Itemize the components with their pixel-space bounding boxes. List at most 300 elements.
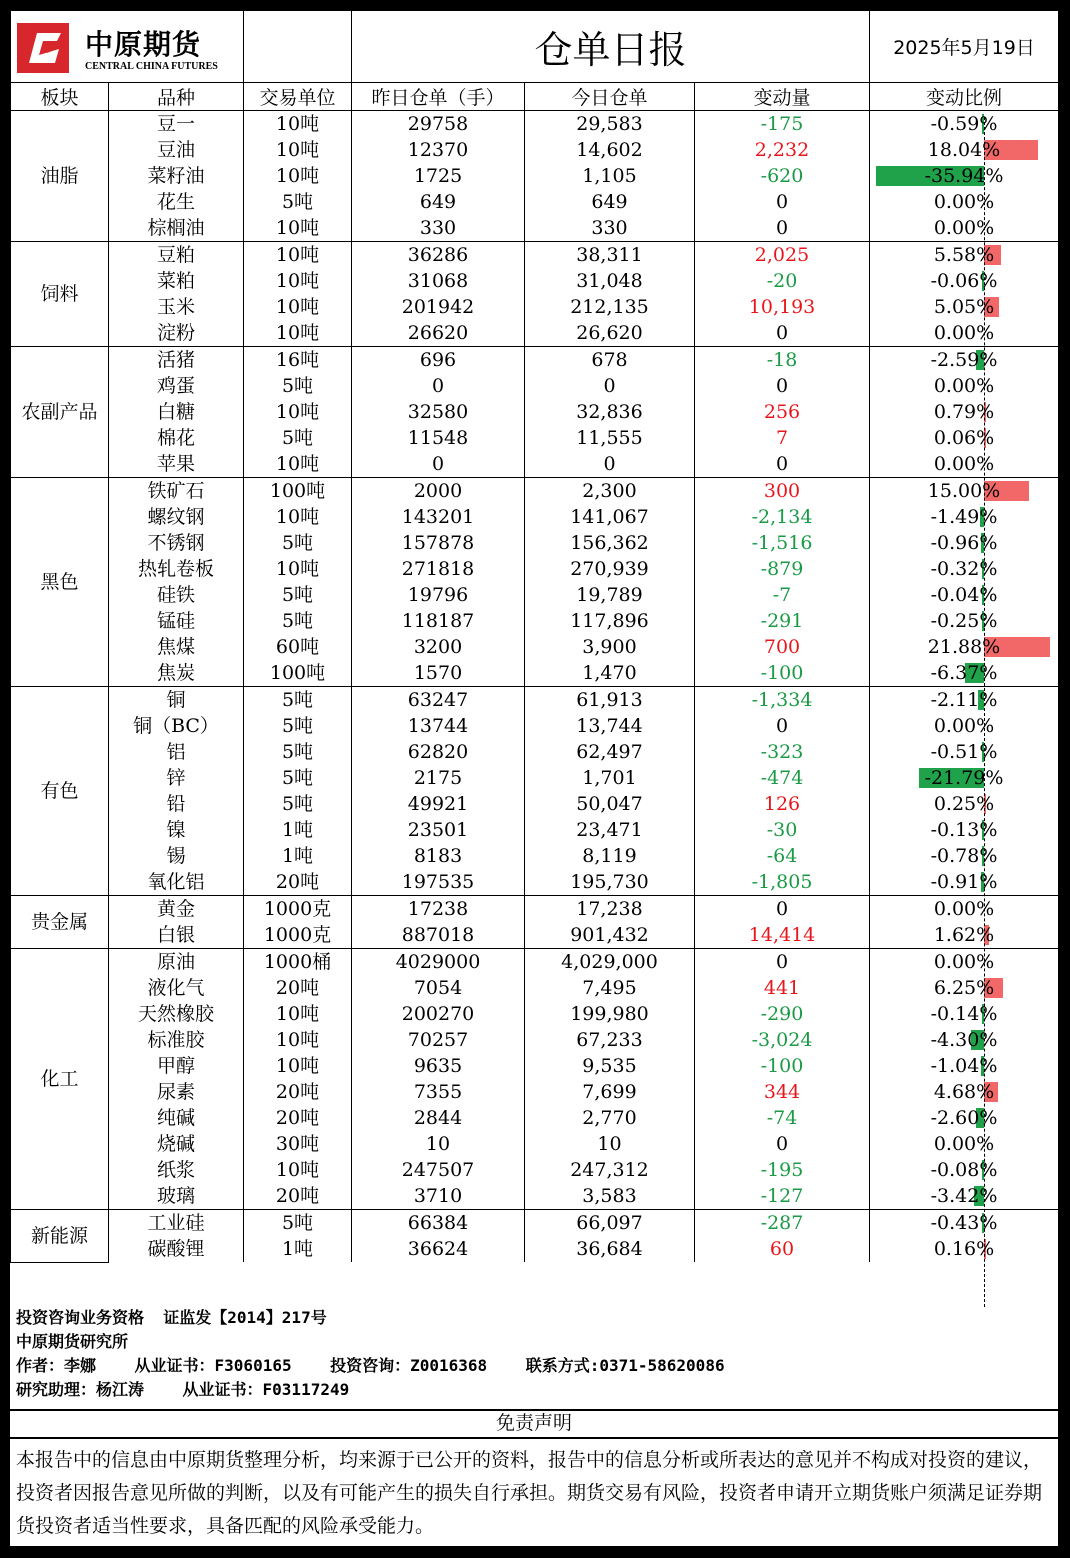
prev-cell: 696 (352, 347, 525, 374)
today-cell: 19,789 (525, 582, 695, 608)
pct-value: 0.25% (933, 793, 995, 815)
prev-cell: 9635 (352, 1053, 525, 1079)
item-cell: 铅 (109, 791, 244, 817)
sector-cell: 贵金属 (11, 896, 109, 949)
change-cell: -290 (695, 1001, 870, 1027)
header-sector: 板块 (11, 83, 109, 111)
table-row (11, 1183, 1059, 1210)
sector-cell: 有色 (11, 687, 109, 896)
table-row (11, 896, 1059, 923)
table-row (11, 791, 1059, 817)
change-cell: 441 (695, 975, 870, 1001)
disclaimer-title: 免责声明 (10, 1409, 1058, 1439)
unit-cell: 1吨 (244, 817, 352, 843)
today-cell: 199,980 (525, 1001, 695, 1027)
item-cell: 不锈钢 (109, 530, 244, 556)
pct-cell (870, 163, 1059, 189)
header-pct: 变动比例 (870, 83, 1059, 111)
prev-cell: 887018 (352, 922, 525, 949)
unit-cell: 10吨 (244, 1053, 352, 1079)
today-cell: 1,701 (525, 765, 695, 791)
unit-cell: 20吨 (244, 869, 352, 896)
today-cell: 3,900 (525, 634, 695, 660)
table-row (11, 922, 1059, 949)
item-cell: 锡 (109, 843, 244, 869)
table-row (11, 1157, 1059, 1183)
today-cell: 38,311 (525, 242, 695, 269)
item-cell: 苹果 (109, 451, 244, 478)
item-cell: 天然橡胶 (109, 1001, 244, 1027)
item-cell: 焦煤 (109, 634, 244, 660)
unit-cell: 10吨 (244, 320, 352, 347)
prev-cell: 2175 (352, 765, 525, 791)
item-cell: 热轧卷板 (109, 556, 244, 582)
pct-cell (870, 791, 1059, 817)
pct-cell (870, 687, 1059, 714)
item-cell: 棉花 (109, 425, 244, 451)
unit-cell: 5吨 (244, 1210, 352, 1237)
unit-cell: 10吨 (244, 137, 352, 163)
change-cell: 126 (695, 791, 870, 817)
item-cell: 菜粕 (109, 268, 244, 294)
today-cell: 212,135 (525, 294, 695, 320)
change-cell: 256 (695, 399, 870, 425)
table-row (11, 687, 1059, 714)
pct-value: 1.62% (933, 924, 995, 946)
item-cell: 原油 (109, 949, 244, 976)
unit-cell: 5吨 (244, 582, 352, 608)
item-cell: 工业硅 (109, 1210, 244, 1237)
table-row (11, 608, 1059, 634)
change-cell: -620 (695, 163, 870, 189)
item-cell: 螺纹钢 (109, 504, 244, 530)
change-cell: -127 (695, 1183, 870, 1210)
pct-cell (870, 1183, 1059, 1210)
pct-value: -4.30% (930, 1029, 998, 1051)
change-cell: -3,024 (695, 1027, 870, 1053)
pct-value: -1.49% (930, 506, 998, 528)
today-cell: 678 (525, 347, 695, 374)
prev-cell: 36624 (352, 1236, 525, 1262)
pct-value: 0.00% (933, 715, 995, 737)
change-cell: 10,193 (695, 294, 870, 320)
table-row (11, 478, 1059, 505)
today-cell: 3,583 (525, 1183, 695, 1210)
unit-cell: 5吨 (244, 530, 352, 556)
today-cell: 7,699 (525, 1079, 695, 1105)
table-row (11, 713, 1059, 739)
prev-cell: 7355 (352, 1079, 525, 1105)
pct-value: -2.59% (930, 349, 998, 371)
pct-value: -6.37% (930, 662, 998, 684)
logo-en-text: CENTRAL CHINA FUTURES (85, 61, 218, 72)
prev-cell: 247507 (352, 1157, 525, 1183)
pct-cell (870, 817, 1059, 843)
company-logo (15, 17, 235, 77)
unit-cell: 1吨 (244, 843, 352, 869)
change-cell: -64 (695, 843, 870, 869)
prev-cell: 17238 (352, 896, 525, 923)
today-cell: 0 (525, 373, 695, 399)
institute-line: 中原期货研究所 (16, 1332, 129, 1351)
pct-cell (870, 451, 1059, 478)
table-row (11, 1236, 1059, 1262)
table-row (11, 137, 1059, 163)
table-row (11, 1001, 1059, 1027)
change-cell: -195 (695, 1157, 870, 1183)
blank-header-cell (244, 11, 352, 83)
pct-value: 4.68% (933, 1081, 995, 1103)
unit-cell: 5吨 (244, 189, 352, 215)
change-cell: -175 (695, 111, 870, 138)
pct-value: -0.43% (930, 1212, 998, 1234)
item-cell: 花生 (109, 189, 244, 215)
today-cell: 270,939 (525, 556, 695, 582)
change-cell: -1,805 (695, 869, 870, 896)
change-cell: 2,025 (695, 242, 870, 269)
header-item: 品种 (109, 83, 244, 111)
change-cell: -30 (695, 817, 870, 843)
table-row (11, 189, 1059, 215)
pct-value: 15.00% (927, 480, 1001, 502)
prev-cell: 10 (352, 1131, 525, 1157)
sector-cell: 化工 (11, 949, 109, 1210)
unit-cell: 10吨 (244, 556, 352, 582)
prev-cell: 649 (352, 189, 525, 215)
change-cell: 7 (695, 425, 870, 451)
header-unit: 交易单位 (244, 83, 352, 111)
table-row (11, 975, 1059, 1001)
change-cell: 0 (695, 189, 870, 215)
pct-value: -0.32% (930, 558, 998, 580)
table-row (11, 425, 1059, 451)
author-line: 作者：李娜 从业证书：F3060165 投资咨询：Z0016368 联系方式:0371-58620086 (16, 1356, 725, 1375)
item-cell: 铁矿石 (109, 478, 244, 505)
prev-cell: 29758 (352, 111, 525, 138)
column-header-row (11, 83, 1059, 111)
header-prev: 昨日仓单（手） (352, 83, 525, 111)
pct-cell (870, 320, 1059, 347)
table-row (11, 111, 1059, 138)
pct-value: -35.94% (924, 165, 1004, 187)
prev-cell: 3710 (352, 1183, 525, 1210)
prev-cell: 66384 (352, 1210, 525, 1237)
pct-cell (870, 504, 1059, 530)
change-cell: -100 (695, 660, 870, 687)
pct-value: 0.00% (933, 191, 995, 213)
sector-cell: 农副产品 (11, 347, 109, 478)
unit-cell: 100吨 (244, 478, 352, 505)
item-cell: 镍 (109, 817, 244, 843)
pct-cell (870, 765, 1059, 791)
change-cell: -20 (695, 268, 870, 294)
today-cell: 11,555 (525, 425, 695, 451)
pct-value: -0.96% (930, 532, 998, 554)
pct-value: 0.00% (933, 951, 995, 973)
today-cell: 13,744 (525, 713, 695, 739)
unit-cell: 16吨 (244, 347, 352, 374)
unit-cell: 10吨 (244, 1027, 352, 1053)
pct-value: 0.00% (933, 375, 995, 397)
prev-cell: 32580 (352, 399, 525, 425)
pct-cell (870, 242, 1059, 269)
today-cell: 62,497 (525, 739, 695, 765)
pct-value: -0.13% (930, 819, 998, 841)
item-cell: 尿素 (109, 1079, 244, 1105)
prev-cell: 70257 (352, 1027, 525, 1053)
unit-cell: 30吨 (244, 1131, 352, 1157)
item-cell: 液化气 (109, 975, 244, 1001)
unit-cell: 5吨 (244, 687, 352, 714)
table-row (11, 399, 1059, 425)
warehouse-receipt-table (10, 10, 1059, 1263)
table-row (11, 660, 1059, 687)
pct-value: 5.05% (933, 296, 995, 318)
unit-cell: 10吨 (244, 1001, 352, 1027)
prev-cell: 62820 (352, 739, 525, 765)
unit-cell: 10吨 (244, 504, 352, 530)
prev-cell: 197535 (352, 869, 525, 896)
today-cell: 649 (525, 189, 695, 215)
today-cell: 31,048 (525, 268, 695, 294)
item-cell: 活猪 (109, 347, 244, 374)
change-cell: 0 (695, 320, 870, 347)
pct-value: 5.58% (933, 244, 995, 266)
table-row (11, 294, 1059, 320)
table-row (11, 949, 1059, 976)
report-title: 仓单日报 (352, 11, 870, 83)
logo-mark-icon (15, 19, 75, 77)
unit-cell: 20吨 (244, 1105, 352, 1131)
today-cell: 17,238 (525, 896, 695, 923)
pct-value: -0.08% (930, 1159, 998, 1181)
item-cell: 纸浆 (109, 1157, 244, 1183)
item-cell: 碳酸锂 (109, 1236, 244, 1262)
unit-cell: 10吨 (244, 215, 352, 242)
prev-cell: 1570 (352, 660, 525, 687)
table-row (11, 1027, 1059, 1053)
pct-cell (870, 869, 1059, 896)
item-cell: 铜 (109, 687, 244, 714)
today-cell: 26,620 (525, 320, 695, 347)
pct-value: -0.06% (930, 270, 998, 292)
change-cell: -2,134 (695, 504, 870, 530)
change-cell: 0 (695, 1131, 870, 1157)
unit-cell: 5吨 (244, 425, 352, 451)
disclaimer-body: 本报告中的信息由中原期货整理分析，均来源于已公开的资料，报告中的信息分析或所表达的意见并不构成对投资的建议，投资者因报告意见所做的判断，以及有可能产生的损失自行承担。期货交易有风险，投资者申请开立期货账户须满足证券期货投资者适当性要求，具备匹配的风险承受能力。 (16, 1449, 1043, 1537)
unit-cell: 5吨 (244, 713, 352, 739)
pct-cell (870, 660, 1059, 687)
unit-cell: 1吨 (244, 1236, 352, 1262)
today-cell: 901,432 (525, 922, 695, 949)
change-cell: 300 (695, 478, 870, 505)
prev-cell: 8183 (352, 843, 525, 869)
pct-cell (870, 634, 1059, 660)
change-cell: 2,232 (695, 137, 870, 163)
table-row (11, 817, 1059, 843)
table-row (11, 843, 1059, 869)
change-cell: -287 (695, 1210, 870, 1237)
pct-value: 0.06% (933, 427, 995, 449)
pct-cell (870, 189, 1059, 215)
prev-cell: 23501 (352, 817, 525, 843)
unit-cell: 10吨 (244, 268, 352, 294)
unit-cell: 10吨 (244, 1157, 352, 1183)
unit-cell: 20吨 (244, 1079, 352, 1105)
pct-cell (870, 582, 1059, 608)
table-row (11, 268, 1059, 294)
prev-cell: 13744 (352, 713, 525, 739)
unit-cell: 10吨 (244, 451, 352, 478)
pct-value: -2.60% (930, 1107, 998, 1129)
logo-cell (11, 11, 244, 83)
pct-value: -0.04% (930, 584, 998, 606)
table-row (11, 530, 1059, 556)
unit-cell: 20吨 (244, 1183, 352, 1210)
table-row (11, 347, 1059, 374)
today-cell: 195,730 (525, 869, 695, 896)
pct-value: -2.11% (930, 689, 998, 711)
pct-cell (870, 425, 1059, 451)
pct-cell (870, 137, 1059, 163)
today-cell: 330 (525, 215, 695, 242)
table-row (11, 373, 1059, 399)
pct-value: -3.42% (930, 1185, 998, 1207)
pct-value: -0.14% (930, 1003, 998, 1025)
today-cell: 141,067 (525, 504, 695, 530)
item-cell: 黄金 (109, 896, 244, 923)
today-cell: 67,233 (525, 1027, 695, 1053)
pct-cell (870, 294, 1059, 320)
prev-cell: 118187 (352, 608, 525, 634)
pct-value: -0.59% (930, 113, 998, 135)
prev-cell: 330 (352, 215, 525, 242)
pct-cell (870, 975, 1059, 1001)
item-cell: 鸡蛋 (109, 373, 244, 399)
today-cell: 0 (525, 451, 695, 478)
item-cell: 氧化铝 (109, 869, 244, 896)
table-row (11, 739, 1059, 765)
change-cell: 0 (695, 373, 870, 399)
today-cell: 32,836 (525, 399, 695, 425)
author-info (10, 1301, 1058, 1411)
unit-cell: 20吨 (244, 975, 352, 1001)
pct-value: -21.79% (924, 767, 1004, 789)
item-cell: 铝 (109, 739, 244, 765)
table-row (11, 451, 1059, 478)
prev-cell: 7054 (352, 975, 525, 1001)
unit-cell: 10吨 (244, 294, 352, 320)
pct-cell (870, 556, 1059, 582)
item-cell: 锰硅 (109, 608, 244, 634)
unit-cell: 60吨 (244, 634, 352, 660)
table-row (11, 1053, 1059, 1079)
qualification-line: 投资咨询业务资格 证监发【2014】217号 (16, 1308, 327, 1327)
pct-cell (870, 1105, 1059, 1131)
prev-cell: 0 (352, 451, 525, 478)
pct-value: 18.04% (927, 139, 1001, 161)
today-cell: 61,913 (525, 687, 695, 714)
unit-cell: 1000克 (244, 922, 352, 949)
pct-cell (870, 713, 1059, 739)
prev-cell: 157878 (352, 530, 525, 556)
table-row (11, 320, 1059, 347)
today-cell: 7,495 (525, 975, 695, 1001)
today-cell: 4,029,000 (525, 949, 695, 976)
pct-value: 0.00% (933, 1133, 995, 1155)
prev-cell: 26620 (352, 320, 525, 347)
today-cell: 156,362 (525, 530, 695, 556)
change-cell: -74 (695, 1105, 870, 1131)
pct-cell (870, 1236, 1059, 1262)
change-cell: -100 (695, 1053, 870, 1079)
prev-cell: 49921 (352, 791, 525, 817)
table-row (11, 504, 1059, 530)
pct-value: -0.78% (930, 845, 998, 867)
change-cell: -7 (695, 582, 870, 608)
item-cell: 焦炭 (109, 660, 244, 687)
report-date: 2025年5月19日 (870, 11, 1059, 83)
item-cell: 纯碱 (109, 1105, 244, 1131)
item-cell: 棕榈油 (109, 215, 244, 242)
today-cell: 2,770 (525, 1105, 695, 1131)
pct-cell (870, 843, 1059, 869)
change-cell: -323 (695, 739, 870, 765)
table-row (11, 765, 1059, 791)
table-row (11, 582, 1059, 608)
today-cell: 1,105 (525, 163, 695, 189)
pct-cell (870, 1027, 1059, 1053)
pct-cell (870, 373, 1059, 399)
pct-value: 6.25% (933, 977, 995, 999)
table-row (11, 634, 1059, 660)
unit-cell: 10吨 (244, 111, 352, 138)
prev-cell: 1725 (352, 163, 525, 189)
report-sheet (10, 10, 1058, 1546)
change-cell: 344 (695, 1079, 870, 1105)
pct-cell (870, 1157, 1059, 1183)
item-cell: 豆油 (109, 137, 244, 163)
prev-cell: 0 (352, 373, 525, 399)
change-cell: 0 (695, 215, 870, 242)
prev-cell: 63247 (352, 687, 525, 714)
today-cell: 10 (525, 1131, 695, 1157)
unit-cell: 5吨 (244, 608, 352, 634)
prev-cell: 12370 (352, 137, 525, 163)
today-cell: 23,471 (525, 817, 695, 843)
pct-cell (870, 1001, 1059, 1027)
today-cell: 14,602 (525, 137, 695, 163)
table-row (11, 242, 1059, 269)
prev-cell: 2000 (352, 478, 525, 505)
prev-cell: 271818 (352, 556, 525, 582)
prev-cell: 11548 (352, 425, 525, 451)
pct-cell (870, 1210, 1059, 1237)
change-cell: -291 (695, 608, 870, 634)
pct-cell (870, 1053, 1059, 1079)
item-cell: 豆粕 (109, 242, 244, 269)
today-cell: 1,470 (525, 660, 695, 687)
pct-value: 0.00% (933, 898, 995, 920)
change-cell: 700 (695, 634, 870, 660)
pct-value: 0.00% (933, 453, 995, 475)
pct-cell (870, 739, 1059, 765)
table-row (11, 1210, 1059, 1237)
change-cell: 14,414 (695, 922, 870, 949)
unit-cell: 10吨 (244, 242, 352, 269)
table-row (11, 1079, 1059, 1105)
pct-value: 0.16% (933, 1238, 995, 1260)
